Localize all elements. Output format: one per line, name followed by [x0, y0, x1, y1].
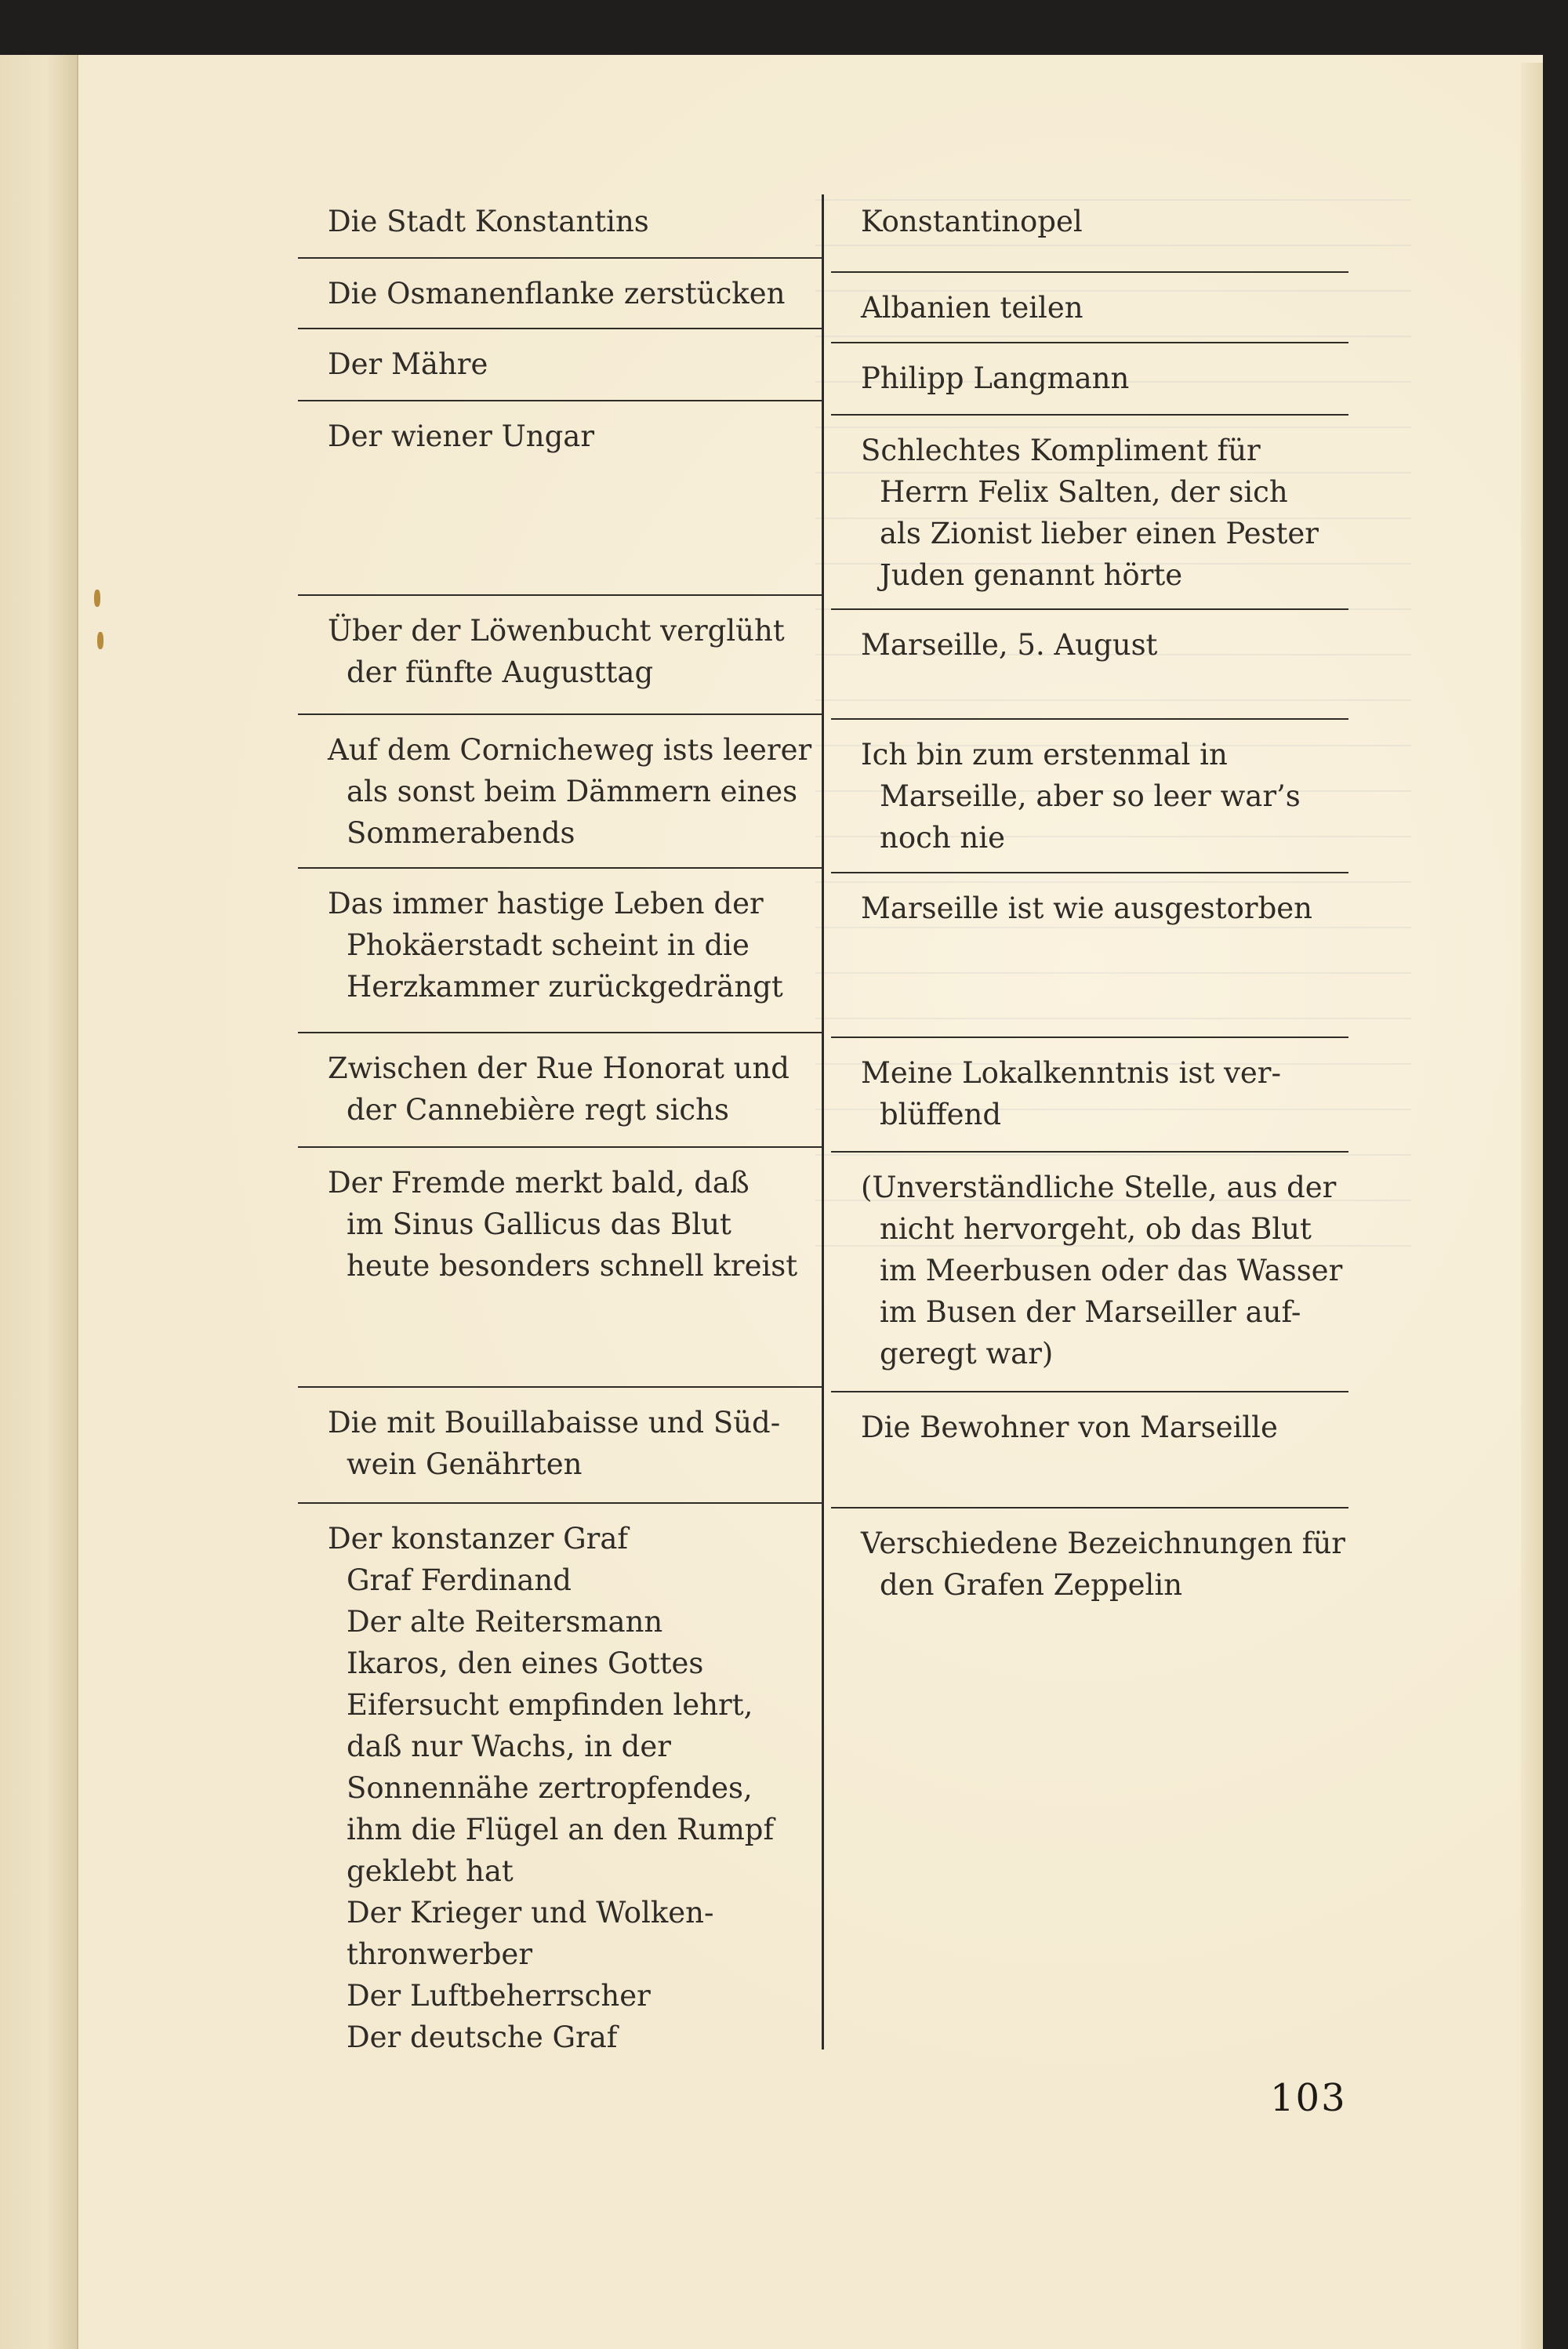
entry-line: im Busen der Marseiller auf- — [880, 1295, 1301, 1329]
entry-line: blüffend — [880, 1098, 1002, 1131]
entry-line: Schlechtes Kompliment für — [861, 434, 1261, 467]
entry-line: noch nie — [880, 821, 1005, 855]
entry-line: Marseille, 5. August — [861, 628, 1158, 662]
right-entry — [831, 1392, 1348, 1509]
entry-line: Marseille ist wie ausgestorben — [861, 891, 1312, 925]
right-entry — [831, 416, 1348, 610]
right-entry — [831, 343, 1348, 416]
entry-line: heute besonders schnell kreist — [347, 1249, 798, 1283]
left-column — [298, 187, 823, 2068]
entry-line: Herrn Felix Salten, der sich — [880, 475, 1288, 509]
entry-line: ihm die Flügel an den Rumpf — [347, 1813, 775, 1846]
entry-line: Der Krieger und Wolken- — [347, 1896, 714, 1930]
entry-line: Sonnennähe zertropfendes, — [347, 1771, 753, 1805]
entry-line: Der deutsche Graf — [347, 2020, 618, 2054]
entry-line: Verschiedene Bezeichnungen für — [861, 1527, 1345, 1560]
right-entry — [831, 873, 1348, 1038]
entry-line: Der Mähre — [328, 347, 488, 381]
entry-line: Über der Löwenbucht verglüht — [328, 614, 785, 648]
entry-line: Auf dem Cornicheweg ists leerer — [328, 733, 812, 767]
entry-line: (Unverständliche Stelle, aus der — [861, 1171, 1337, 1204]
entry-line: Juden genannt hörte — [880, 558, 1183, 592]
entry-line: Eifersucht empfinden lehrt, — [347, 1688, 753, 1722]
entry-line: nicht hervorgeht, ob das Blut — [880, 1212, 1312, 1246]
entry-line: im Sinus Gallicus das Blut — [347, 1207, 731, 1241]
entry-line: Meine Lokalkenntnis ist ver- — [861, 1056, 1281, 1090]
entry-line: Die Osmanenflanke zerstücken — [328, 277, 786, 310]
entry-line: Die Stadt Konstantins — [328, 205, 649, 238]
entry-line: geklebt hat — [347, 1854, 514, 1888]
entry-line: Der alte Reitersmann — [347, 1605, 663, 1639]
left-entry — [298, 715, 823, 869]
left-entry — [298, 259, 823, 329]
left-entry — [298, 869, 823, 1033]
entry-line: Der konstanzer Graf — [328, 1522, 629, 1556]
entry-line: wein Genährten — [347, 1447, 583, 1481]
entry-line: Herzkammer zurückgedrängt — [347, 970, 783, 1004]
left-entry — [298, 1148, 823, 1388]
left-entry — [298, 187, 823, 259]
left-entry — [298, 329, 823, 401]
left-entry — [298, 1388, 823, 1504]
entry-line: der fünfte Augusttag — [347, 655, 654, 689]
entry-line: Der Luftbeherrscher — [347, 1979, 651, 2013]
entry-line: daß nur Wachs, in der — [347, 1730, 671, 1763]
entry-line: als sonst beim Dämmern eines — [347, 775, 798, 808]
entry-line: Der wiener Ungar — [328, 419, 595, 453]
right-entry — [831, 610, 1348, 720]
entry-line: im Meerbusen oder das Wasser — [880, 1254, 1343, 1287]
entry-line: Ikaros, den eines Gottes — [347, 1646, 704, 1680]
entry-line: als Zionist lieber einen Pester — [880, 517, 1319, 550]
entry-line: Zwischen der Rue Honorat und — [328, 1051, 789, 1085]
entry-line: geregt war) — [880, 1337, 1054, 1371]
entry-line: Phokäerstadt scheint in die — [347, 928, 750, 962]
page-gutter — [0, 55, 78, 2349]
margin-stain — [94, 590, 100, 607]
entry-line: den Grafen Zeppelin — [880, 1568, 1183, 1602]
margin-stain — [97, 632, 103, 649]
left-entry — [298, 401, 823, 596]
entry-line: thronwerber — [347, 1937, 533, 1971]
entry-line: Die Bewohner von Marseille — [861, 1410, 1278, 1444]
entry-line: Konstantinopel — [861, 205, 1083, 238]
right-entry — [831, 1153, 1348, 1392]
entry-line: der Cannebière regt sichs — [347, 1093, 729, 1127]
entry-line: Die mit Bouillabaisse und Süd- — [328, 1406, 781, 1440]
entry-line: Der Fremde merkt bald, daß — [328, 1166, 750, 1200]
entry-line: Albanien teilen — [861, 291, 1083, 325]
entry-line: Ich bin zum erstenmal in — [861, 738, 1228, 772]
entry-line: Das immer hastige Leben der — [328, 887, 764, 920]
right-entry — [831, 187, 1348, 273]
left-entry — [298, 596, 823, 715]
right-entry — [831, 273, 1348, 343]
entry-line: Philipp Langmann — [861, 361, 1130, 395]
right-entry — [831, 1509, 1348, 1665]
entry-line: Graf Ferdinand — [347, 1563, 572, 1597]
entry-line: Sommerabends — [347, 816, 575, 850]
right-entry — [831, 1038, 1348, 1153]
left-entry — [298, 1033, 823, 1148]
page-edge — [1521, 63, 1543, 2349]
page-number: 103 — [1270, 2076, 1347, 2120]
left-entry — [298, 1504, 823, 2068]
right-entry — [831, 720, 1348, 873]
right-column — [831, 187, 1348, 1665]
entry-line: Marseille, aber so leer war’s — [880, 779, 1301, 813]
